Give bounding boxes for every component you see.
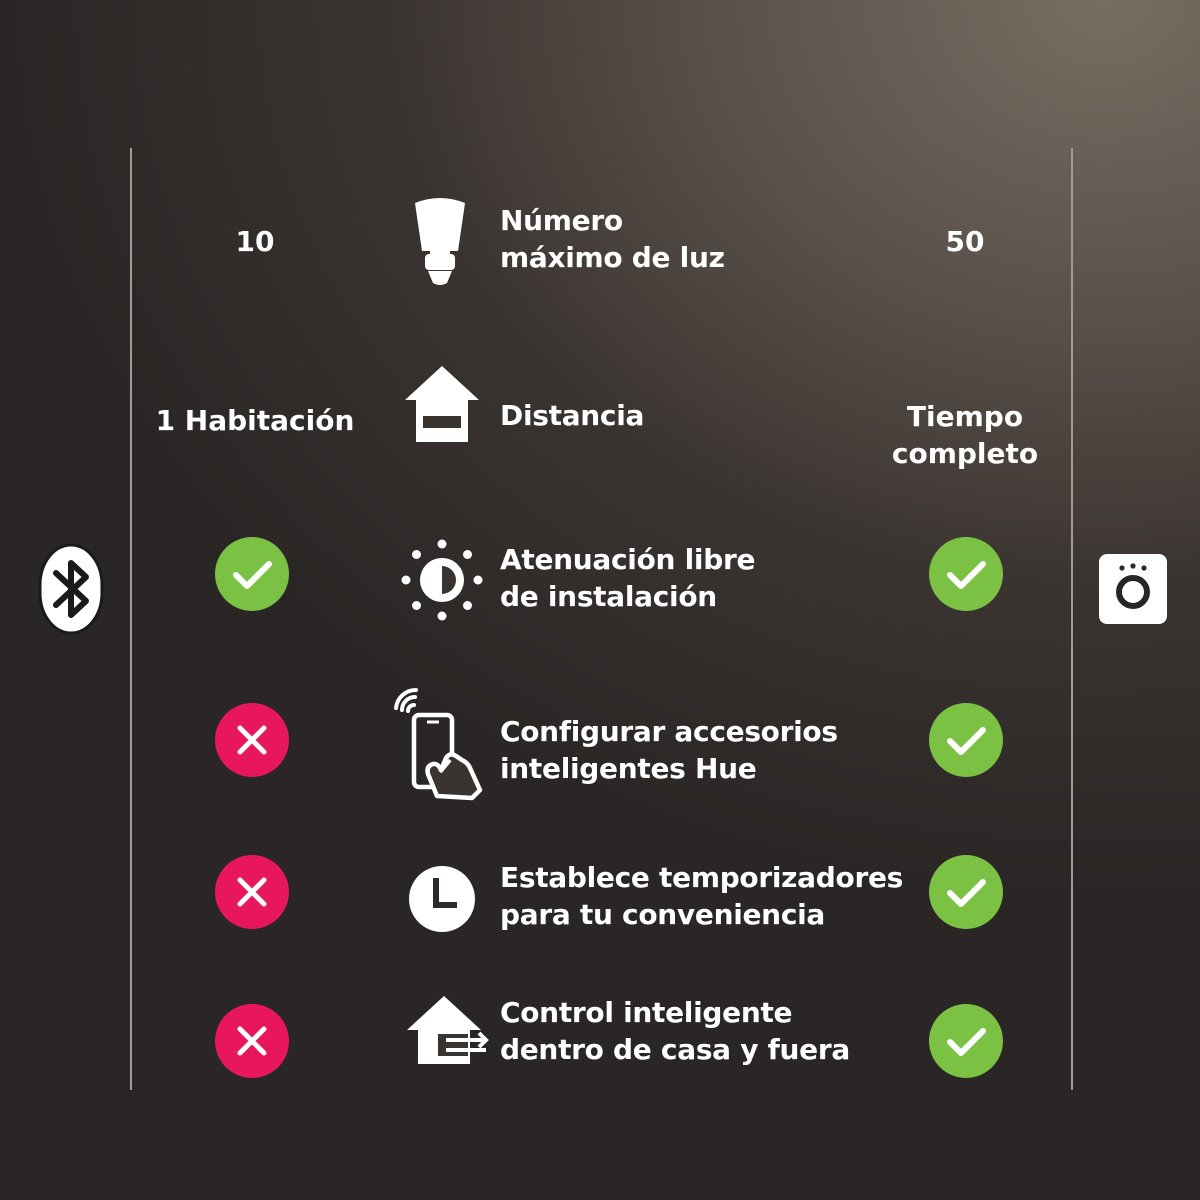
clock-icon bbox=[390, 853, 490, 953]
phone-touch-icon bbox=[390, 686, 490, 806]
left-max-lights-value: 10 bbox=[235, 225, 275, 258]
right-status-check bbox=[929, 537, 1003, 611]
right-status-check bbox=[929, 703, 1003, 777]
right-divider bbox=[1071, 148, 1073, 1090]
right-status-check bbox=[929, 1004, 1003, 1078]
feature-label-max-lights: Número máximo de luz bbox=[500, 204, 725, 274]
bluetooth-icon bbox=[38, 543, 104, 635]
dimming-icon bbox=[390, 535, 490, 635]
feature-label-timers: Establece temporizadores para tu conveniencia bbox=[500, 861, 904, 931]
house-arrow-icon bbox=[390, 990, 490, 1090]
feature-label-dimming: Atenuación libre de instalación bbox=[500, 543, 756, 613]
left-status-cross bbox=[215, 855, 289, 929]
right-status-check bbox=[929, 855, 1003, 929]
feature-label-remote-control: Control inteligente dentro de casa y fuera bbox=[500, 996, 850, 1066]
left-divider bbox=[130, 148, 132, 1090]
left-status-cross bbox=[215, 1004, 289, 1078]
left-status-check bbox=[215, 537, 289, 611]
house-icon bbox=[390, 362, 490, 462]
bulb-icon bbox=[390, 195, 490, 295]
right-max-lights-value: 50 bbox=[945, 225, 985, 258]
right-distance-value: Tiempo completo bbox=[891, 400, 1039, 470]
feature-label-accessories: Configurar accesorios inteligentes Hue bbox=[500, 715, 838, 785]
left-distance-value: 1 Habitación bbox=[155, 404, 355, 437]
left-status-cross bbox=[215, 703, 289, 777]
hue-bridge-icon bbox=[1097, 552, 1169, 626]
feature-label-distance: Distancia bbox=[500, 399, 645, 432]
